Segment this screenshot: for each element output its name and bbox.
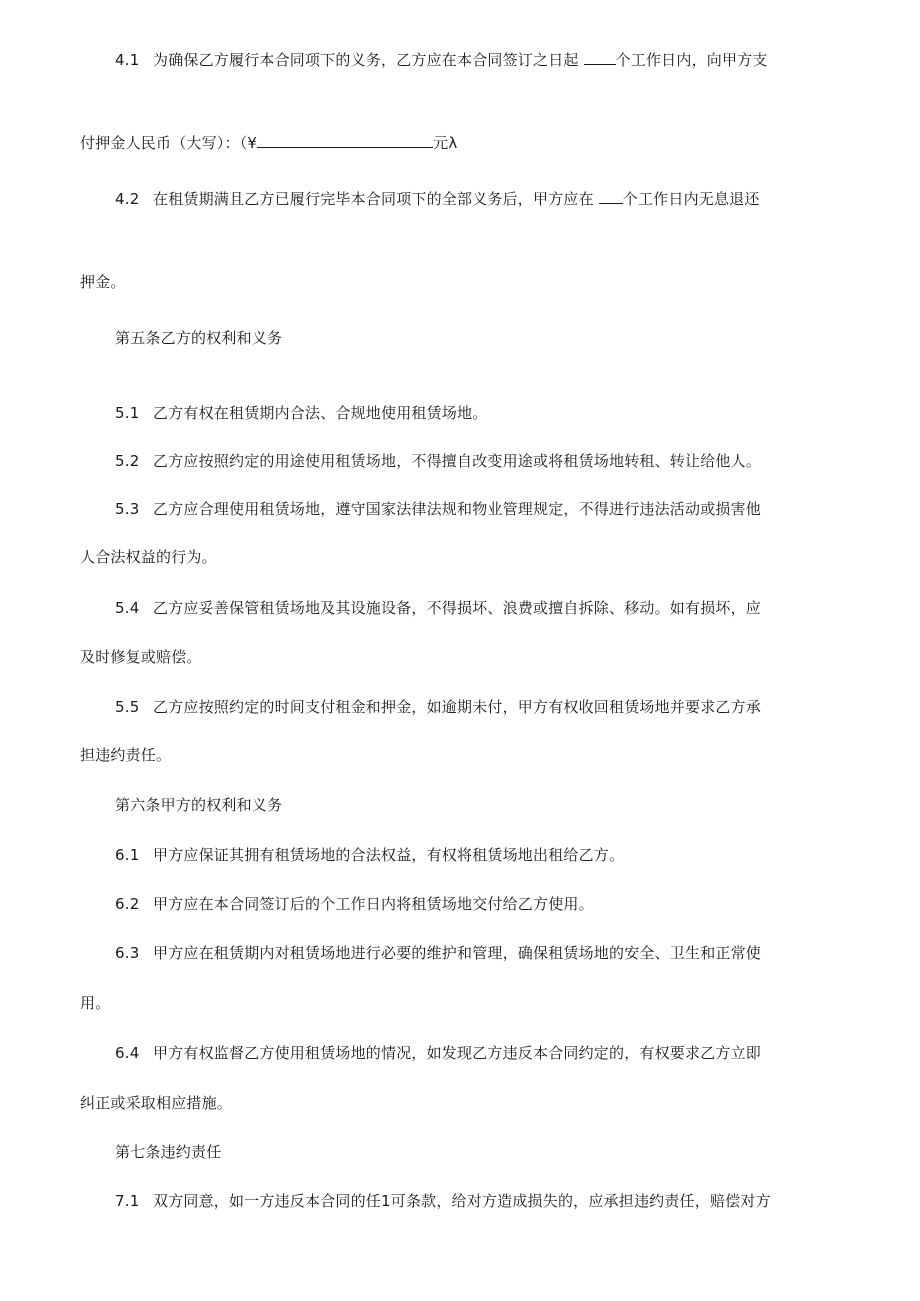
clause-text: 个工作日内无息退还: [622, 190, 760, 208]
clause-number: 6.4: [115, 1044, 140, 1062]
blank-refund-days: [599, 189, 623, 204]
clause-text: 乙方应按照约定的时间支付租金和押金，如逾期未付，甲方有权收回租赁场地并要求乙方承: [153, 698, 762, 716]
clause-5-5-line2: 担违约责任。: [80, 746, 172, 764]
clause-text: 个工作日内，向甲方支: [615, 51, 768, 69]
clause-text: 付押金人民币（大写）：（¥: [80, 134, 258, 152]
clause-5-3-line1: [115, 499, 761, 519]
clause-5-3-line2: 人合法权益的行为。: [80, 548, 217, 566]
clause-5-5-line1: [115, 697, 761, 717]
clause-5-4-line2: 及时修复或赔偿。: [80, 648, 202, 666]
clause-text: 甲方应在租赁期内对租赁场地进行必要的维护和管理，确保租赁场地的安全、卫生和正常使: [153, 944, 762, 962]
clause-text: 元λ: [433, 134, 458, 152]
clause-text: 双方同意，如一方违反本合同的任1可条款，给对方造成损失的，应承担违约责任，赔偿对方: [153, 1192, 771, 1210]
blank-workdays: [584, 50, 616, 65]
clause-number: 5.5: [115, 698, 140, 716]
clause-4-1-line2: [80, 133, 457, 153]
article-7-heading: 第七条违约责任: [115, 1143, 222, 1161]
clause-text: 乙方应按照约定的用途使用租赁场地，不得擅自改变用途或将租赁场地转租、转让给他人。: [153, 452, 762, 470]
clause-number: 5.1: [115, 404, 140, 422]
clause-5-2: [115, 451, 761, 471]
clause-text: 甲方应在本合同签订后的个工作日内将租赁场地交付给乙方使用。: [153, 895, 594, 913]
clause-4-2-line2: [80, 272, 126, 292]
article-6-heading: 第六条甲方的权利和义务: [115, 796, 283, 814]
clause-6-4-line2: 纠正或采取相应措施。: [80, 1094, 233, 1112]
clause-6-3-line1: [115, 943, 761, 963]
clause-6-1: [115, 845, 624, 865]
clause-number: 5.2: [115, 452, 140, 470]
clause-number: 7.1: [115, 1192, 140, 1210]
clause-6-2: [115, 894, 594, 914]
article-5-heading: 第五条乙方的权利和义务: [115, 329, 283, 347]
clause-number: 5.4: [115, 599, 140, 617]
clause-text: 押金。: [80, 273, 126, 291]
clause-text: 在租赁期满且乙方已履行完毕本合同项下的全部义务后，甲方应在: [153, 190, 594, 208]
clause-6-3-line2: 用。: [80, 994, 111, 1012]
clause-text: 为确保乙方履行本合同项下的义务，乙方应在本合同签订之日起: [153, 51, 579, 69]
clause-7-1-line1: [115, 1191, 771, 1211]
clause-number: 6.2: [115, 895, 140, 913]
clause-text: 乙方应妥善保管租赁场地及其设施设备，不得损坏、浪费或擅自拆除、移动。如有损坏，应: [153, 599, 762, 617]
clause-text: 甲方有权监督乙方使用租赁场地的情况，如发现乙方违反本合同约定的，有权要求乙方立即: [153, 1044, 762, 1062]
clause-number: 6.1: [115, 846, 140, 864]
clause-5-4-line1: [115, 598, 761, 618]
clause-5-1: [115, 403, 487, 423]
clause-number: 5.3: [115, 500, 140, 518]
clause-6-4-line1: [115, 1043, 761, 1063]
clause-number: 4.1: [115, 51, 140, 69]
clause-text: 乙方有权在租赁期内合法、合规地使用租赁场地。: [153, 404, 488, 422]
clause-4-1-line1: [115, 50, 768, 70]
clause-text: 甲方应保证其拥有租赁场地的合法权益，有权将租赁场地出租给乙方。: [153, 846, 625, 864]
clause-text: 乙方应合理使用租赁场地，遵守国家法律法规和物业管理规定，不得进行违法活动或损害他: [153, 500, 762, 518]
blank-deposit-amount: [257, 133, 433, 148]
clause-number: 6.3: [115, 944, 140, 962]
clause-number: 4.2: [115, 190, 140, 208]
clause-4-2-line1: [115, 189, 760, 209]
